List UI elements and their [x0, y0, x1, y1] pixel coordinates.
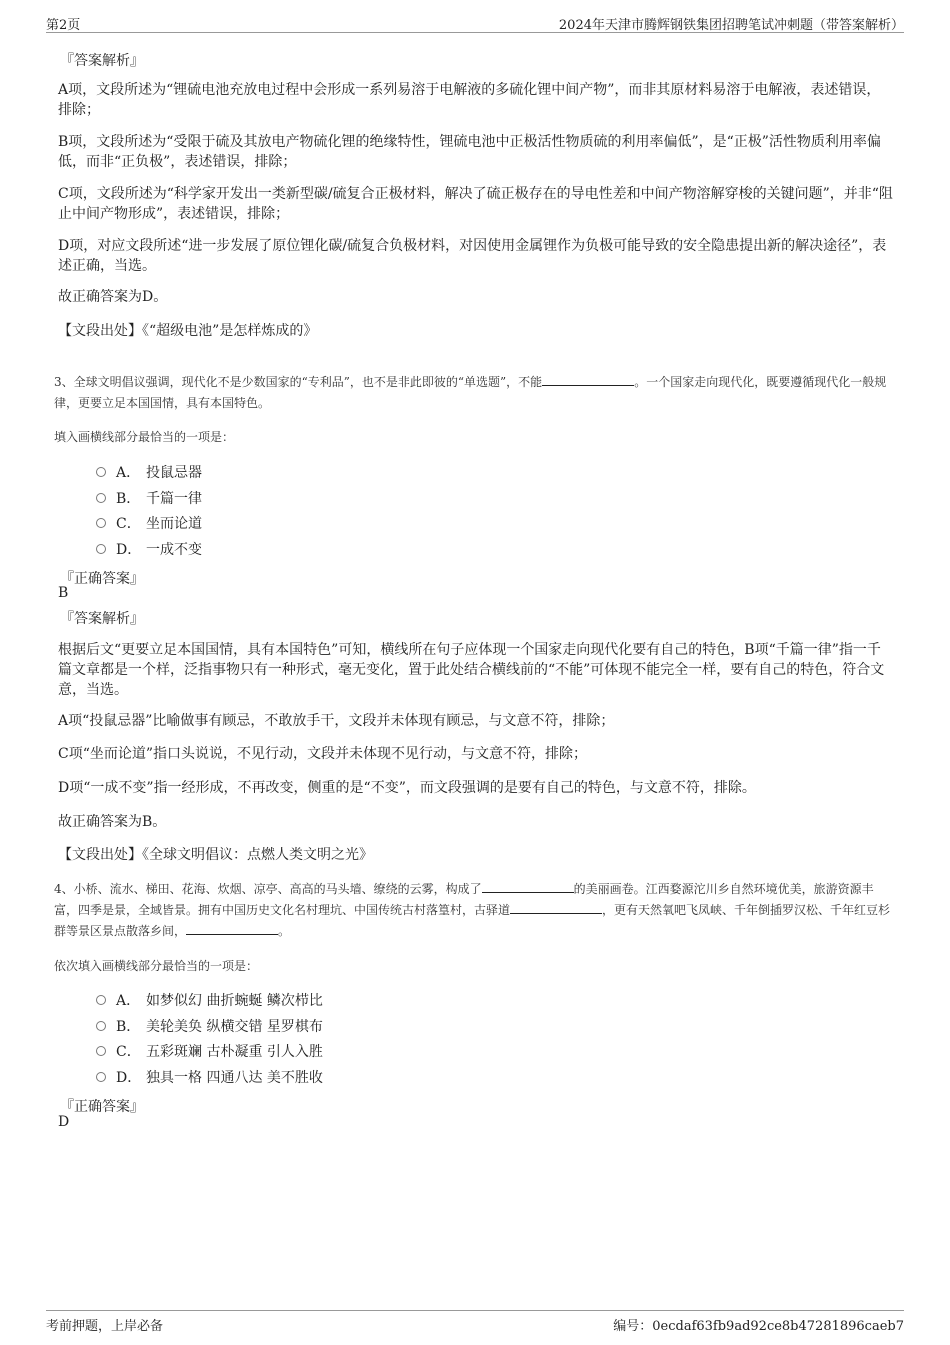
conclusion: 故正确答案为B。: [58, 814, 167, 830]
correct-answer: B: [58, 585, 69, 601]
analysis-label: 『答案解析』: [60, 53, 144, 69]
radio-icon[interactable]: [96, 1046, 106, 1056]
fill-blank: [482, 880, 574, 893]
analysis-paragraph: B项，文段所述为“受限于硫及其放电产物硫化锂的绝缘特性，锂硫电池中正极活性物质硫的利用率偏低”，是“正极”活性物质利用率偏低，而非“正负极”，表述错误，排除；: [58, 134, 881, 170]
page-header: [46, 14, 904, 33]
option-c[interactable]: C． 五彩斑斓 古朴凝重 引人入胜: [96, 1041, 323, 1061]
page-footer: [46, 1310, 904, 1334]
radio-icon[interactable]: [96, 493, 106, 503]
analysis-paragraph: A项“投鼠忌器”比喻做事有顾忌，不敢放手干，文段并未体现有顾忌，与文意不符，排除；: [58, 713, 615, 729]
analysis-paragraph: C项“坐而论道”指口头说说，不见行动，文段并未体现不见行动，与文意不符，排除；: [58, 746, 588, 762]
analysis-paragraph: A项，文段所述为“锂硫电池充放电过程中会形成一系列易溶于电解液的多硫化锂中间产物”，而非其原材料易溶于电解液，表述错误，排除；: [58, 82, 881, 118]
analysis-paragraph: D项“一成不变”指一经形成，不再改变，侧重的是“不变”，而文段强调的是要有自己的特色，与文意不符，排除。: [58, 780, 756, 796]
radio-icon[interactable]: [96, 518, 106, 528]
page-number: 第2页: [46, 18, 81, 33]
document-title: 2024年天津市腾辉钢铁集团招聘笔试冲刺题（带答案解析）: [558, 18, 904, 33]
option-d[interactable]: D． 一成不变: [96, 539, 202, 559]
correct-answer: D: [58, 1114, 70, 1130]
conclusion: 故正确答案为D。: [58, 289, 168, 305]
option-a[interactable]: A． 投鼠忌器: [96, 462, 202, 482]
option-c[interactable]: C． 坐而论道: [96, 513, 202, 533]
radio-icon[interactable]: [96, 467, 106, 477]
analysis-paragraph: D项，对应文段所述“进一步发展了原位锂化碳/硫复合负极材料，对因使用金属锂作为负极可能导致的安全隐患提出新的解决途径”，表述正确，当选。: [58, 238, 887, 274]
option-b[interactable]: B． 美轮美奂 纵横交错 星罗棋布: [96, 1016, 323, 1036]
fill-blank: [186, 922, 278, 935]
option-a[interactable]: A． 如梦似幻 曲折蜿蜒 鳞次栉比: [96, 990, 323, 1010]
radio-icon[interactable]: [96, 1072, 106, 1082]
option-d[interactable]: D． 独具一格 四通八达 美不胜收: [96, 1067, 323, 1087]
radio-icon[interactable]: [96, 1021, 106, 1031]
fill-blank: [510, 901, 602, 914]
radio-icon[interactable]: [96, 544, 106, 554]
analysis-paragraph: C项，文段所述为“科学家开发出一类新型碳/硫复合正极材料，解决了硫正极存在的导电性差和中间产物溶解穿梭的关键问题”，并非“阻止中间产物形成”，表述错误，排除；: [58, 186, 893, 222]
question-hint: 依次填入画横线部分最恰当的一项是：: [54, 959, 259, 973]
question-hint: 填入画横线部分最恰当的一项是：: [54, 430, 235, 444]
question-3-text: 3、全球文明倡议强调，现代化不是少数国家的“专利品”，也不是非此即彼的“单选题”，不能 。一个国家走向现代化，既要遵循现代化一般规律，更要立足本国国情，具有本国特色。: [54, 375, 887, 410]
footer-slogan: 考前押题，上岸必备: [46, 1319, 164, 1334]
document-id: 编号：0ecdaf63fb9ad92ce8b47281896caeb7: [613, 1319, 904, 1334]
correct-answer-label: 『正确答案』: [60, 1099, 144, 1115]
question-4-text: 4、小桥、流水、梯田、花海、炊烟、凉亭、高高的马头墙、缭绕的云雾，构成了 的美丽画卷。江西婺源沱川乡自然环境优美，旅游资源丰富，四季是景，全域皆景。拥有中国历史文化名村理坑、中国传统古村落篁村，古驿道 ，更有天然氧吧飞凤峡、千年倒插罗汉松、千年红豆杉群等景区景点散落乡间， 。: [54, 882, 891, 938]
radio-icon[interactable]: [96, 995, 106, 1005]
analysis-label: 『答案解析』: [60, 611, 144, 627]
correct-answer-label: 『正确答案』: [60, 571, 144, 587]
source: 【文段出处】《“超级电池”是怎样炼成的》: [58, 323, 318, 339]
fill-blank: [542, 373, 634, 386]
analysis-paragraph: 根据后文“更要立足本国国情，具有本国特色”可知，横线所在句子应体现一个国家走向现代化要有自己的特色，B项“千篇一律”指一千篇文章都是一个样，泛指事物只有一种形式，毫无变化，置于此处结合横线前的“不能”可体现不能完全一样，要有自己的特色，符合文意，当选。: [58, 642, 885, 698]
option-b[interactable]: B． 千篇一律: [96, 488, 202, 508]
source: 【文段出处】《全球文明倡议：点燃人类文明之光》: [58, 847, 373, 863]
